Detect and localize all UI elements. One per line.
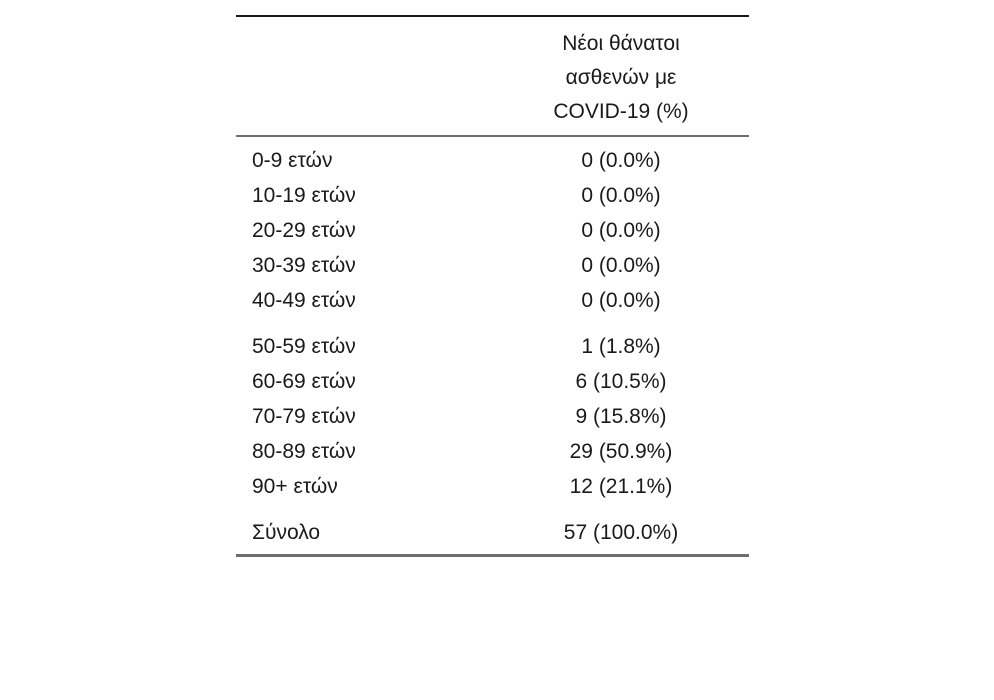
deaths-value: 9 (15.8%): [575, 404, 667, 428]
header-line-1: Νέοι θάνατοι: [562, 32, 680, 55]
table-row: [236, 329, 749, 364]
table-row: [236, 213, 749, 248]
deaths-value: 1 (1.8%): [581, 334, 661, 358]
table-row: [236, 434, 749, 469]
deaths-value: 0 (0.0%): [581, 148, 661, 172]
deaths-value: 29 (50.9%): [569, 439, 673, 463]
deaths-value: 6 (10.5%): [575, 369, 667, 393]
age-group-label: 10-19 ετών: [252, 183, 356, 207]
table-row: [236, 283, 749, 318]
deaths-value: 12 (21.1%): [569, 474, 673, 498]
table-row: [236, 399, 749, 434]
deaths-value: 0 (0.0%): [581, 218, 661, 242]
deaths-value: 0 (0.0%): [581, 183, 661, 207]
table-row: [236, 248, 749, 283]
deaths-value: 0 (0.0%): [581, 253, 661, 277]
deaths-value: 0 (0.0%): [581, 288, 661, 312]
age-group-label: 80-89 ετών: [252, 439, 356, 463]
table-row: [236, 469, 749, 504]
header-line-2: ασθενών με: [565, 66, 677, 89]
age-group-label: 60-69 ετών: [252, 369, 356, 393]
age-group-label: 50-59 ετών: [252, 334, 356, 358]
table-total-row: [236, 515, 749, 550]
table-row: [236, 364, 749, 399]
age-group-label: 20-29 ετών: [252, 218, 356, 242]
total-label: Σύνολο: [252, 520, 321, 544]
header-value-cell: [493, 17, 749, 135]
table-row: [236, 143, 749, 178]
age-group-label: 70-79 ετών: [252, 404, 356, 428]
deaths-by-age-table: [236, 15, 749, 557]
table-row: [236, 178, 749, 213]
header-label-cell: [236, 17, 493, 135]
age-group-label: 40-49 ετών: [252, 288, 356, 312]
table-bottom-rule: [236, 554, 749, 557]
total-value: 57 (100.0%): [563, 520, 679, 544]
header-line-3: COVID-19 (%): [553, 100, 689, 123]
age-group-label: 90+ ετών: [252, 474, 338, 498]
age-group-label: 0-9 ετών: [252, 148, 333, 172]
table-header: [236, 17, 749, 135]
table-body: [236, 137, 749, 554]
age-group-label: 30-39 ετών: [252, 253, 356, 277]
